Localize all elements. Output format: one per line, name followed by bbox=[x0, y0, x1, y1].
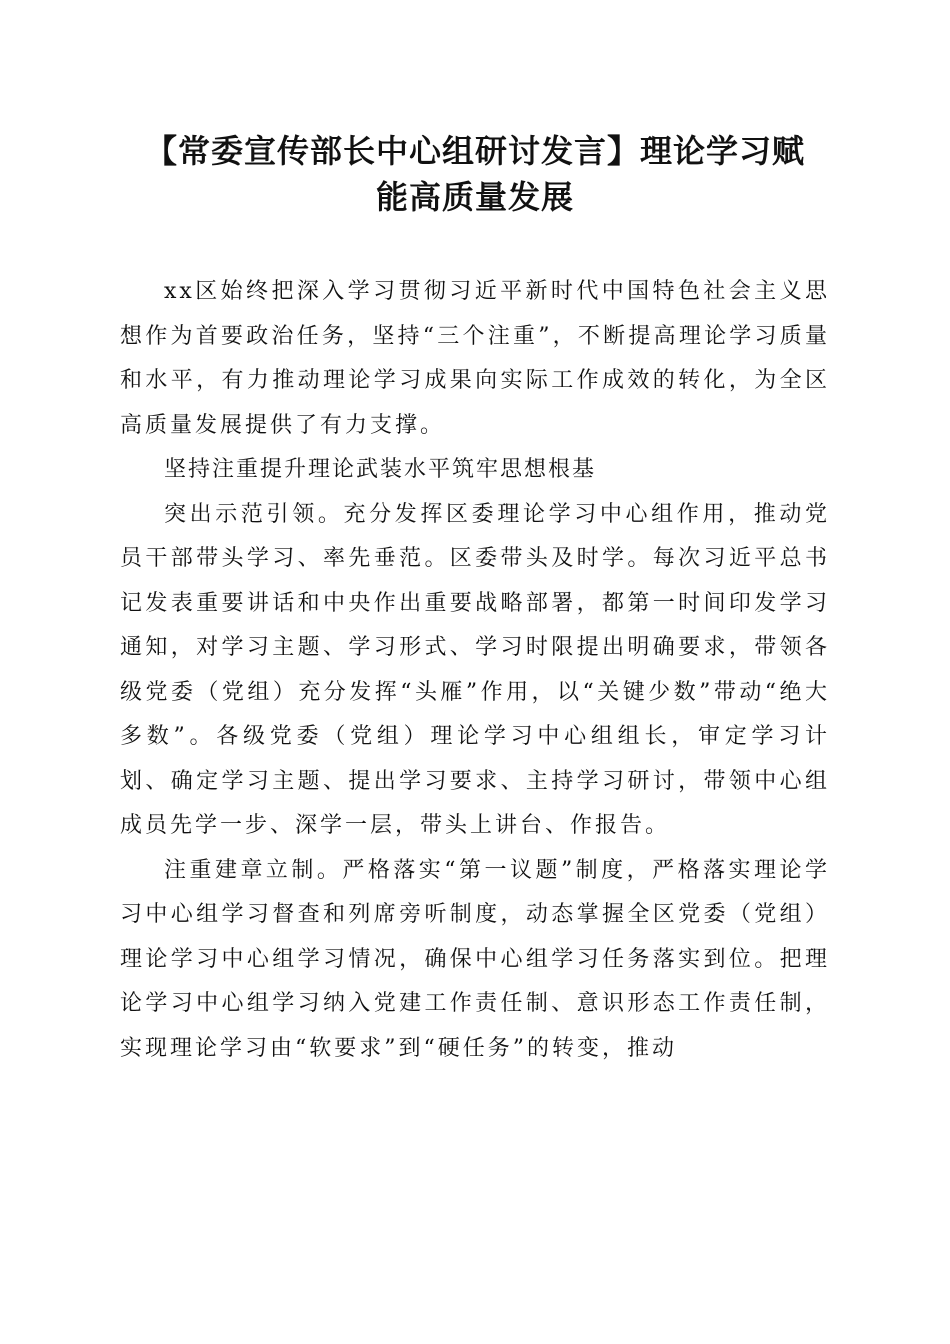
title-line-2: 能高质量发展 bbox=[375, 178, 574, 216]
title-line-1: 【常委宣传部长中心组研讨发言】理论学习赋 bbox=[144, 132, 805, 170]
document-title bbox=[120, 128, 830, 220]
document-body bbox=[120, 270, 830, 1071]
document-page bbox=[120, 128, 830, 1071]
paragraph-intro: xx区始终把深入学习贯彻习近平新时代中国特色社会主义思想作为首要政治任务，坚持“三个注重”，不断提高理论学习质量和水平，有力推动理论学习成果向实际工作成效的转化，为全区高质量发展提供了有力支撑。 bbox=[120, 279, 830, 438]
paragraph-example-leading: 突出示范引领。充分发挥区委理论学习中心组作用，推动党员干部带头学习、率先垂范。区委带头及时学。每次习近平总书记发表重要讲话和中央作出重要战略部署，都第一时间印发学习通知，对学习主题、学习形式、学习时限提出明确要求，带领各级党委（党组）充分发挥“头雁”作用，以“关键少数”带动“绝大多数”。各级党委（党组）理论学习中心组组长，审定学习计划、确定学习主题、提出学习要求、主持学习研讨，带领中心组成员先学一步、深学一层，带头上讲台、作报告。 bbox=[120, 501, 830, 838]
paragraph-rules-system: 注重建章立制。严格落实“第一议题”制度，严格落实理论学习中心组学习督查和列席旁听制度，动态掌握全区党委（党组）理论学习中心组学习情况，确保中心组学习任务落实到位。把理论学习中心组学习纳入党建工作责任制、意识形态工作责任制，实现理论学习由“软要求”到“硬任务”的转变，推动 bbox=[120, 857, 830, 1061]
section-heading: 坚持注重提升理论武装水平筑牢思想根基 bbox=[164, 457, 597, 482]
